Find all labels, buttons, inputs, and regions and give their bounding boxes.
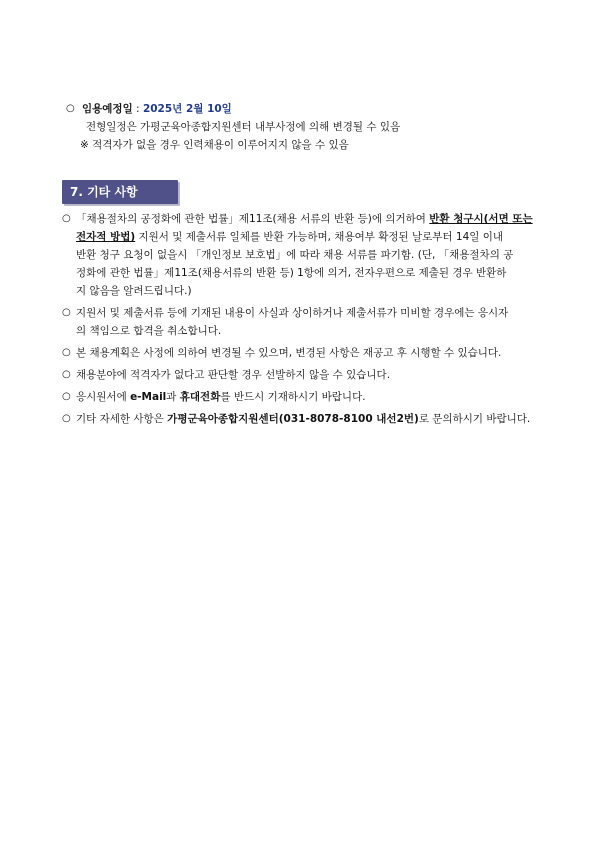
item5-text: 를 반드시 기재하시기 바랍니다.	[220, 391, 366, 403]
item5-text: 응시원서에	[76, 391, 131, 403]
item1-line1	[76, 212, 533, 226]
item5-email: e-Mail	[130, 391, 167, 403]
item6-text: 기타 자세한 사항은	[76, 413, 168, 425]
item6-line1	[76, 412, 530, 426]
item5-line1	[76, 390, 366, 404]
bullet-icon: ○	[62, 213, 71, 224]
item1-emphasis: 반환 청구시(서면 또는	[429, 213, 533, 225]
section-header	[62, 180, 178, 204]
bullet-icon: ○	[62, 413, 71, 424]
bullet-icon: ○	[62, 307, 71, 318]
item1-emphasis: 전자적 방법)	[76, 231, 136, 243]
item2-line1: 지원서 및 제출서류 등에 기재된 내용이 사실과 상이하거나 제출서류가 미비할 경우에는 응시자	[76, 307, 509, 319]
item1-text: 「채용절차의 공정화에 관한 법률」제11조(채용 서류의 반환 등)에 의거하여	[76, 213, 430, 225]
item3-line1: 본 채용계획은 사정에 의하여 변경될 수 있으며, 변경된 사항은 재공고 후 시행할 수 있습니다.	[76, 347, 502, 359]
schedule-caution: ※ 적격자가 없을 경우 인력채용이 이루어지지 않을 수 있음	[80, 139, 349, 151]
item1-line3: 반환 청구 요청이 없을시 「개인정보 보호법」에 따라 채용 서류를 파기함. (단, 「채용절차의 공	[76, 249, 514, 261]
schedule-label: 임용예정일	[82, 103, 133, 115]
item6-text: 로 문의하시기 바랍니다.	[418, 413, 531, 425]
item4-line1: 채용분야에 적격자가 없다고 판단할 경우 선발하지 않을 수 있습니다.	[76, 369, 391, 381]
item1-text: 지원서 및 제출서류 일체를 반환 가능하며, 채용여부 확정된 날로부터 14일 이내	[135, 231, 504, 243]
schedule-note: 전형일정은 가평군육아종합지원센터 내부사정에 의해 변경될 수 있음	[86, 121, 401, 133]
schedule-line	[82, 102, 232, 116]
item6-contact: 가평군육아종합지원센터(031-8078-8100 내선2번)	[167, 413, 419, 425]
item5-text: 과	[166, 391, 180, 403]
item1-line4: 정화에 관한 법률」제11조(채용서류의 반환 등) 1항에 의거, 전자우편으로 제출된 경우 반환하	[76, 267, 507, 279]
bullet-icon: ○	[62, 347, 71, 358]
schedule-colon: :	[132, 103, 143, 115]
item2-line2: 의 책임으로 합격을 취소합니다.	[76, 325, 222, 337]
item1-line5: 지 않음을 알려드립니다.)	[76, 285, 192, 297]
item5-phone: 휴대전화	[179, 391, 221, 403]
bullet-icon: ○	[62, 369, 71, 380]
item1-line2	[76, 230, 503, 244]
schedule-date: 2025년 2월 10일	[142, 103, 232, 115]
section-title: 7. 기타 사항	[70, 185, 138, 199]
bullet-icon: ○	[66, 103, 75, 114]
bullet-icon: ○	[62, 391, 71, 402]
